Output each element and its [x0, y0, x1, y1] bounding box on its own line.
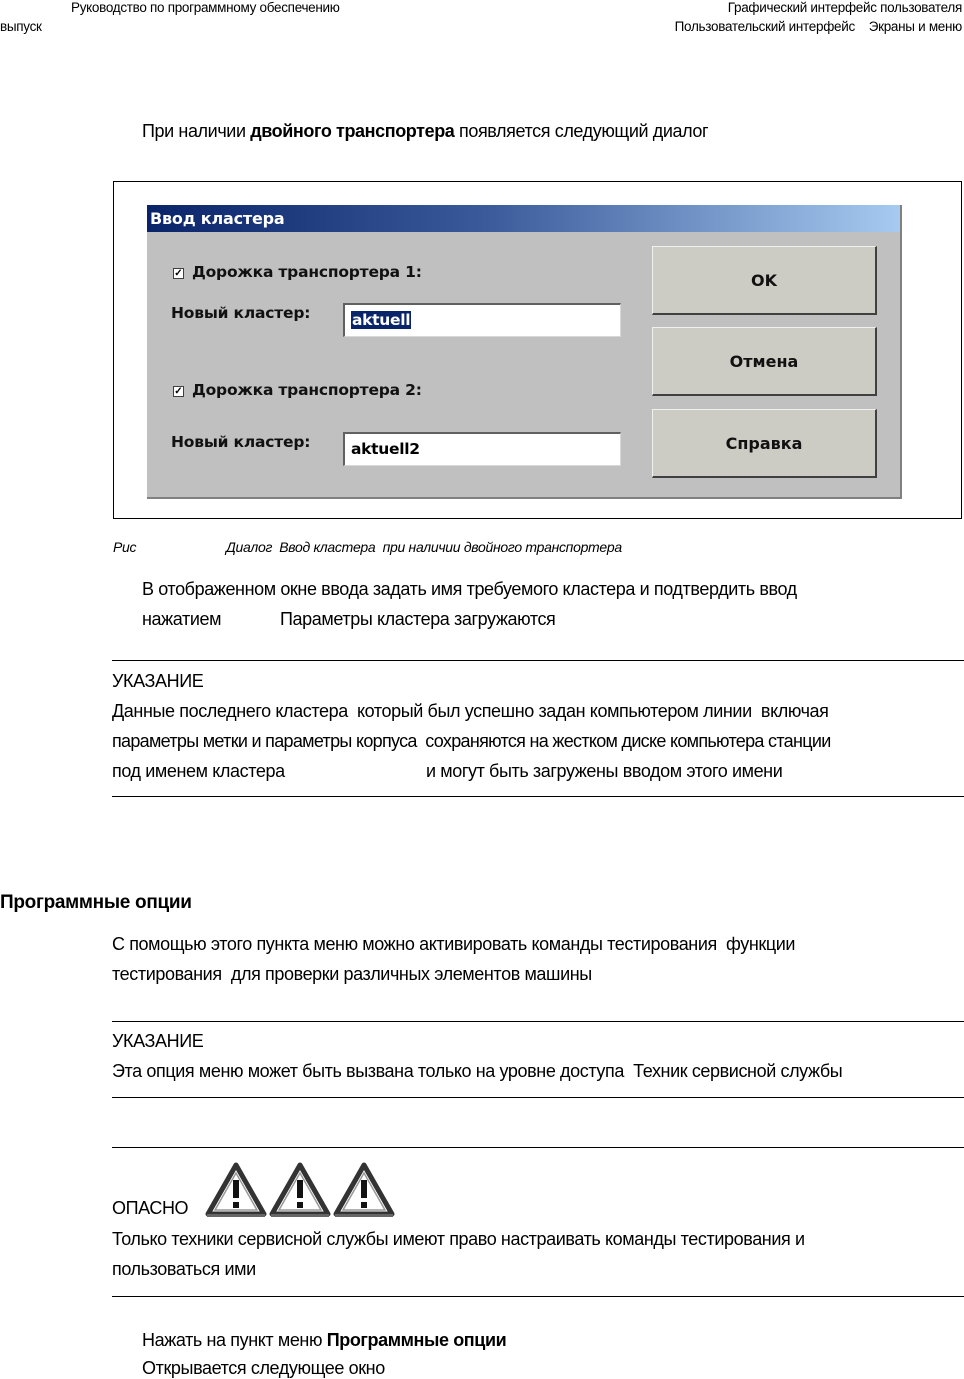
lane2-cluster-value: aktuell2: [351, 440, 420, 458]
figure-caption: Диалог Ввод кластера при наличии двойного транспортера: [226, 539, 622, 555]
header-doc-title: Руководство по программному обеспечению: [71, 0, 340, 15]
dialog-title: Ввод кластера: [150, 209, 285, 228]
note2-title: УКАЗАНИЕ: [112, 1031, 204, 1051]
warning-triangle-icon: [269, 1162, 331, 1218]
lane1-cluster-label: Новый кластер:: [171, 304, 311, 322]
figure-caption-label: Рис: [113, 539, 137, 555]
instruction-line1: В отображенном окне ввода задать имя требуемого кластера и подтвердить ввод: [142, 579, 797, 599]
intro-text: При наличии: [142, 121, 251, 141]
intro-bold: двойного транспортера: [250, 121, 455, 141]
note1-line3a: под именем кластера: [112, 761, 285, 781]
note1-bottom-rule: [112, 796, 964, 797]
instruction-line2a: нажатием: [142, 609, 222, 629]
section-line1: С помощью этого пункта меню можно активировать команды тестирования функции: [112, 934, 796, 954]
instruction-line2b: Параметры кластера загружаются: [280, 609, 556, 629]
header-chapter: Графический интерфейс пользователя: [727, 0, 962, 15]
intro-paragraph: [142, 121, 708, 142]
danger-title: ОПАСНО: [112, 1198, 189, 1218]
step-text: Нажать на пункт меню: [142, 1330, 327, 1350]
note2-line1: Эта опция меню может быть вызвана только на уровне доступа Техник сервисной службы: [112, 1061, 843, 1081]
lane1-cluster-input[interactable]: [343, 303, 621, 337]
step-instruction: [142, 1330, 506, 1351]
section-line2: тестирования для проверки различных элементов машины: [112, 964, 592, 984]
lane1-label: Дорожка транспортера 1:: [192, 263, 422, 281]
header-edition: выпуск: [0, 19, 42, 34]
cancel-button[interactable]: Отмена: [652, 327, 877, 396]
lane2-cluster-input[interactable]: [343, 432, 621, 466]
danger-bottom-rule: [112, 1296, 964, 1297]
section-heading: Программные опции: [0, 892, 192, 913]
note2-bottom-rule: [112, 1097, 964, 1098]
danger-line2: пользоваться ими: [112, 1259, 256, 1279]
warning-triangle-icon: [333, 1162, 395, 1218]
lane2-checkbox[interactable]: ✓: [174, 386, 183, 397]
ok-button[interactable]: OK: [652, 246, 877, 315]
note1-line1: Данные последнего кластера который был успешно задан компьютером линии включая: [112, 701, 829, 721]
intro-text-end: появляется следующий диалог: [454, 121, 709, 141]
lane1-cluster-value: aktuell: [352, 311, 411, 329]
cluster-input-dialog: [147, 205, 902, 499]
note1-top-rule: [112, 660, 964, 661]
lane2-label: Дорожка транспортера 2:: [192, 381, 422, 399]
danger-top-rule: [112, 1147, 964, 1148]
help-button[interactable]: Справка: [652, 409, 877, 478]
lane1-checkbox[interactable]: ✓: [174, 268, 183, 279]
step-result: Открывается следующее окно: [142, 1358, 385, 1378]
note1-title: УКАЗАНИЕ: [112, 671, 204, 691]
note2-top-rule: [112, 1021, 964, 1022]
header-section: Пользовательский интерфейс Экраны и меню: [674, 19, 962, 34]
warning-triangle-icon: [205, 1162, 267, 1218]
lane2-cluster-label: Новый кластер:: [171, 433, 311, 451]
step-menu-item: Программные опции: [326, 1330, 507, 1350]
note1-line3b: и могут быть загружены вводом этого имени: [426, 761, 783, 781]
danger-line1: Только техники сервисной службы имеют право настраивать команды тестирования и: [112, 1229, 805, 1249]
dialog-titlebar[interactable]: [147, 205, 900, 232]
note1-line2: параметры метки и параметры корпуса сохраняются на жестком диске компьютера станции: [112, 731, 831, 751]
